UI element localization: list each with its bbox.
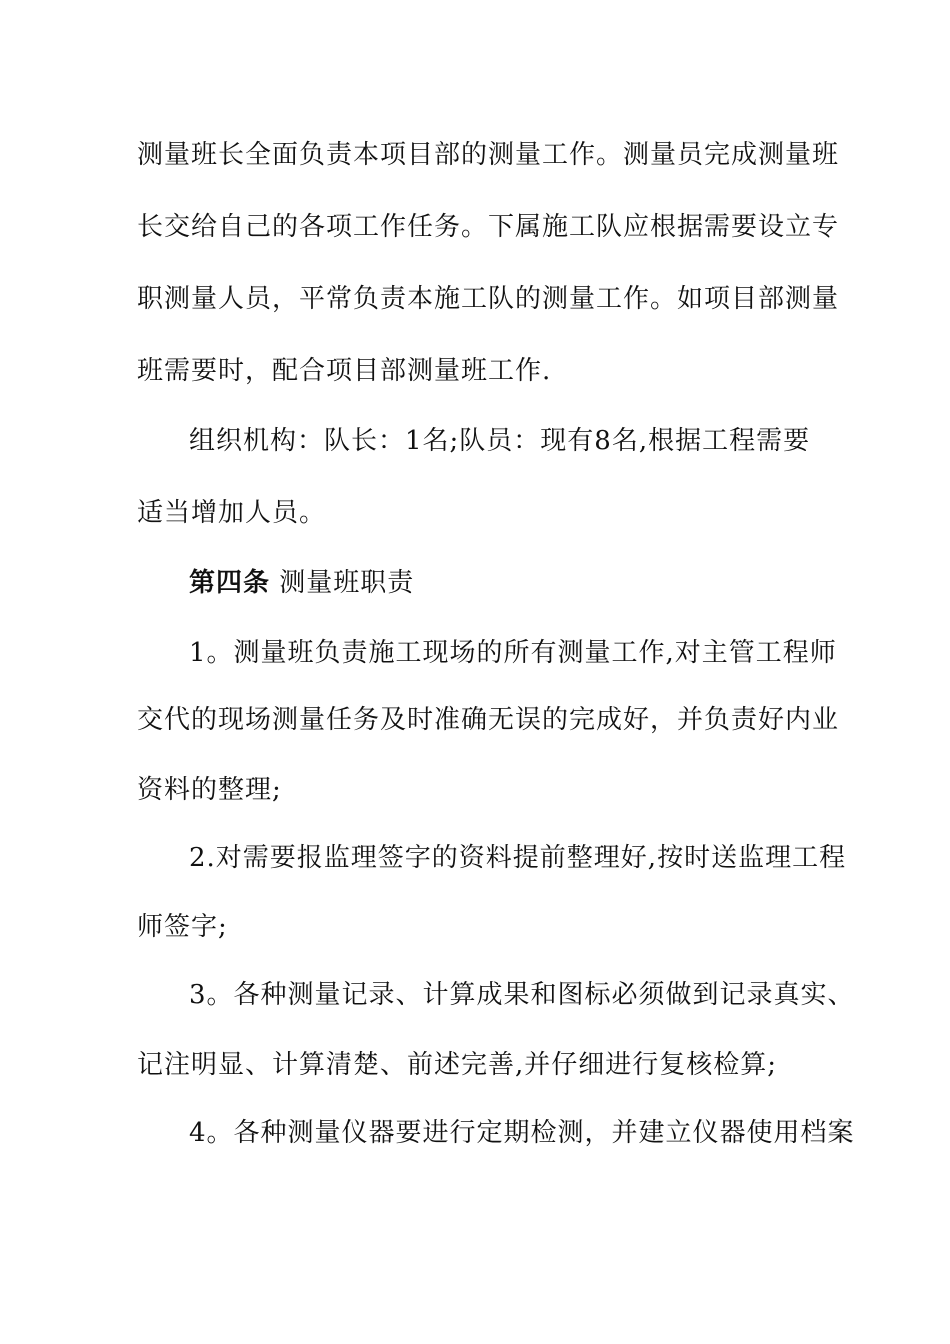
paragraph-line: 3。各种测量记录、计算成果和图标必须做到记录真实、: [189, 980, 855, 1010]
section-heading-label: 第四条: [189, 568, 271, 598]
section-heading: [189, 568, 414, 598]
section-heading-title: 测量班职责: [279, 568, 415, 598]
paragraph-line: 2.对需要报监理签字的资料提前整理好,按时送监理工程: [189, 843, 847, 873]
paragraph-line: 班需要时，配合项目部测量班工作.: [137, 356, 552, 386]
paragraph-line: 测量班长全面负责本项目部的测量工作。测量员完成测量班: [137, 140, 840, 170]
paragraph-line: 交代的现场测量任务及时准确无误的完成好，并负责好内业: [137, 705, 840, 735]
paragraph-line: 适当增加人员。: [137, 498, 327, 528]
paragraph-line: 师签字;: [137, 912, 228, 942]
paragraph-line: 资料的整理;: [137, 775, 282, 805]
paragraph-line: 职测量人员，平常负责本施工队的测量工作。如项目部测量: [137, 284, 840, 314]
paragraph-line: 记注明显、计算清楚、前述完善,并仔细进行复核检算;: [137, 1050, 778, 1080]
paragraph-line: 1。测量班负责施工现场的所有测量工作,对主管工程师: [189, 638, 837, 668]
paragraph-line: 长交给自己的各项工作任务。下属施工队应根据需要设立专: [137, 212, 840, 242]
paragraph-line: 组织机构：队长：1名;队员：现有8名,根据工程需要: [189, 426, 811, 456]
paragraph-line: 4。各种测量仪器要进行定期检测，并建立仪器使用档案: [189, 1118, 855, 1148]
